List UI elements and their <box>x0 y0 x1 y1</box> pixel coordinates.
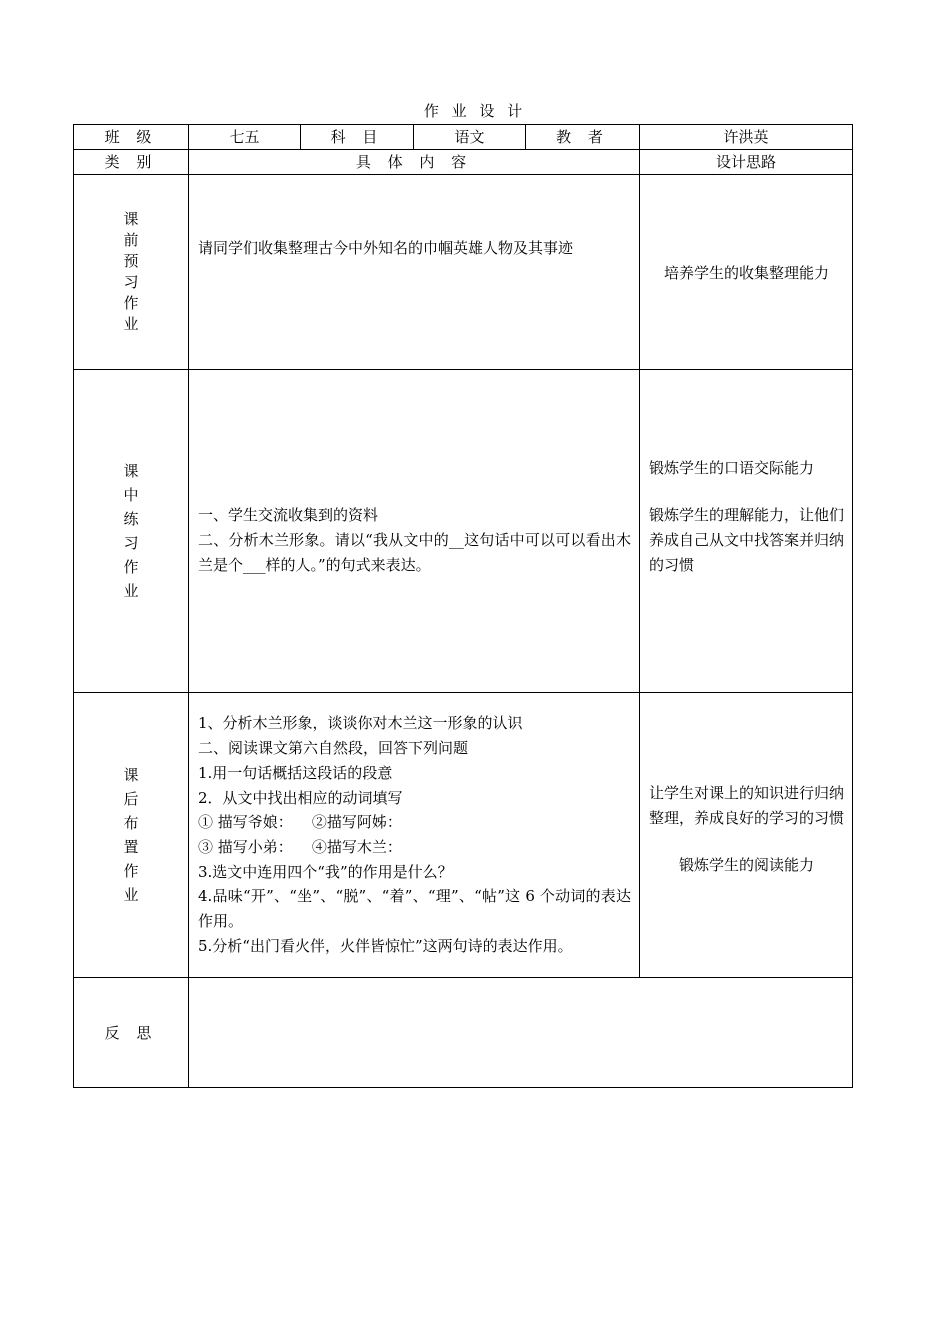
category-char: 作 <box>123 862 139 880</box>
content-line: 一、学生交流收集到的资料 <box>198 505 379 524</box>
subject-label: 科 目 <box>301 125 414 150</box>
content-line: ③ 描写小弟： ④描写木兰： <box>198 838 402 856</box>
category-char: 练 <box>123 510 139 528</box>
idea-text: 培养学生的收集整理能力 <box>663 264 829 282</box>
idea-text: 锻炼学生的理解能力，让他们养成自己从文中找答案并归纳的习惯 <box>649 506 845 574</box>
category-char: 预 <box>123 252 139 270</box>
content-line: 1.用一句话概括这段话的段意 <box>198 763 393 782</box>
content-line: 3.选文中连用四个“我”的作用是什么？ <box>198 862 453 881</box>
category-char: 习 <box>123 534 139 552</box>
content-column-header: 具 体 内 容 <box>189 150 640 175</box>
category-char: 课 <box>123 766 139 784</box>
category-char: 布 <box>123 814 139 832</box>
category-char: 后 <box>123 790 139 808</box>
category-char: 前 <box>123 231 139 249</box>
category-char: 课 <box>123 462 139 480</box>
after-class-content <box>189 693 640 978</box>
in-class-content <box>189 370 640 693</box>
pre-class-idea <box>640 175 853 370</box>
idea-text: 锻炼学生的口语交际能力 <box>649 459 815 477</box>
category-char: 作 <box>123 558 139 576</box>
category-char: 习 <box>123 273 139 291</box>
reflection-content[interactable] <box>189 978 853 1088</box>
content-line: 二、分析木兰形象。请以“我从文中的__这句话中可以可以看出木兰是个___样的人。”的句式来表达。 <box>198 530 631 574</box>
content-line: ① 描写爷娘： ②描写阿姊： <box>198 813 402 832</box>
idea-text: 锻炼学生的阅读能力 <box>678 855 814 874</box>
reflection-row <box>74 978 853 1088</box>
column-header-row <box>74 150 853 175</box>
class-label: 班 级 <box>74 125 189 150</box>
category-char: 业 <box>123 315 139 333</box>
after-class-category <box>74 693 189 978</box>
pre-class-content <box>189 175 640 370</box>
in-class-idea <box>640 370 853 693</box>
teacher-label: 教 者 <box>526 125 640 150</box>
type-column-header: 类 别 <box>74 150 189 175</box>
category-char: 置 <box>123 838 139 856</box>
document-title: 作 业 设 计 <box>423 102 527 120</box>
category-char: 课 <box>123 210 139 228</box>
category-char: 业 <box>123 582 139 600</box>
in-class-row <box>74 370 853 693</box>
after-class-row <box>74 693 853 978</box>
subject-value: 语文 <box>414 125 526 150</box>
content-line: 1、分析木兰形象，谈谈你对木兰这一形象的认识 <box>198 714 523 733</box>
in-class-category <box>74 370 189 693</box>
content-line: 二、阅读课文第六自然段，回答下列问题 <box>198 739 469 758</box>
category-char: 中 <box>123 486 139 504</box>
pre-class-category <box>74 175 189 370</box>
content-line: 请同学们收集整理古今中外知名的巾帼英雄人物及其事迹 <box>198 239 574 257</box>
idea-column-header: 设计思路 <box>640 150 853 175</box>
pre-class-row <box>74 175 853 370</box>
category-char: 业 <box>123 886 139 904</box>
after-class-idea <box>640 693 853 978</box>
category-char: 作 <box>123 294 139 312</box>
content-line: 4.品味“开”、“坐”、“脱”、“着”、“理”、“帖”这 6 个动词的表达作用。 <box>198 887 631 931</box>
content-line: 5.分析“出门看火伴，火伴皆惊忙”这两句诗的表达作用。 <box>198 936 573 955</box>
header-row <box>74 125 853 150</box>
idea-text: 让学生对课上的知识进行归纳整理，养成良好的学习的习惯 <box>649 783 845 827</box>
teacher-value: 许洪英 <box>640 125 853 150</box>
content-line: 2．从文中找出相应的动词填写 <box>198 788 403 807</box>
assignment-table <box>73 124 853 1088</box>
reflection-label: 反 思 <box>74 978 189 1088</box>
class-value: 七五 <box>189 125 301 150</box>
